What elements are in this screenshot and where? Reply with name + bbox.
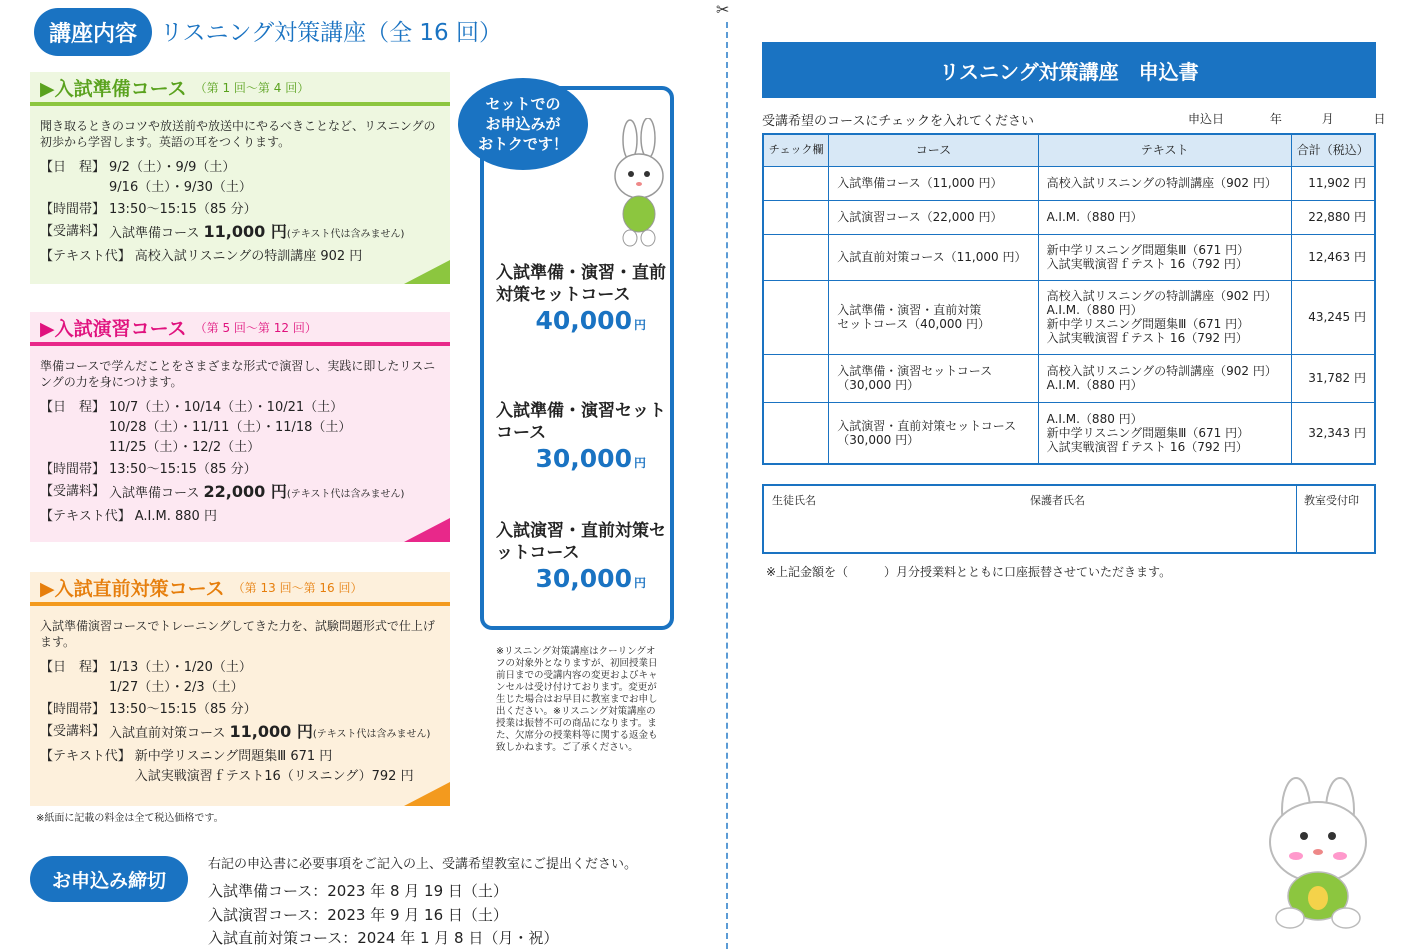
total-cell: 22,880 円 <box>1291 200 1375 234</box>
set-item <box>496 400 666 478</box>
table-header-row <box>763 134 1375 166</box>
application-date <box>1184 110 1386 127</box>
text-label: 【テキスト代】 <box>40 509 131 524</box>
fee-amount: 11,000 円 <box>229 722 313 741</box>
set-item <box>496 520 666 598</box>
table-row <box>763 354 1375 402</box>
price-unit: 円 <box>633 456 646 470</box>
fee-amount: 11,000 円 <box>203 222 287 241</box>
receipt-stamp-label: 教室受付印 <box>1304 494 1359 507</box>
schedule-label: 【日 程】 <box>40 400 106 415</box>
check-cell[interactable] <box>763 200 829 234</box>
schedule-line: 11/25（土）・12/2（土） <box>109 440 261 455</box>
rabbit-mascot-icon <box>1256 770 1380 930</box>
course-description: 準備コースで学んだことをさまざまな形式で演習し、実践に即したリスニングの力を身につけます。 <box>40 359 436 389</box>
schedule-label: 【日 程】 <box>40 160 106 175</box>
table-row <box>763 402 1375 464</box>
course-cell: 入試演習コース（22,000 円） <box>829 200 1038 234</box>
course-box-practice <box>30 312 450 542</box>
price-unit: 円 <box>633 318 646 332</box>
check-cell[interactable] <box>763 354 829 402</box>
text-cell: A.I.M.（880 円） 新中学リスニング問題集Ⅲ（671 円） 入試実戦演習ｆテスト 16（792 円） <box>1038 402 1291 464</box>
column-header: チェック欄 <box>763 134 829 166</box>
course-header <box>30 72 450 106</box>
column-header: コース <box>829 134 1038 166</box>
course-sessions: （第 1 回〜第 4 回） <box>194 80 310 95</box>
fee-note: (テキスト代は含みません) <box>286 489 405 500</box>
schedule-line: 10/28（土）・11/11（土）・11/18（土） <box>109 420 352 435</box>
bubble-line: セットでの <box>485 95 561 113</box>
time-value: 13:50〜15:15（85 分） <box>109 702 257 717</box>
time-value: 13:50〜15:15（85 分） <box>109 462 257 477</box>
fee-course: 入試直前対策コース <box>109 726 226 741</box>
signature-box <box>762 484 1376 554</box>
rabbit-mascot-icon <box>608 118 670 248</box>
fee-label: 【受講料】 <box>40 224 106 239</box>
date-day: 日 <box>1373 112 1386 126</box>
course-title: ▶入試演習コース <box>40 317 187 340</box>
fee-note: (テキスト代は含みません) <box>312 729 431 740</box>
section-badge: 講座内容 <box>34 8 152 56</box>
deadline-badge: お申込み締切 <box>30 856 188 902</box>
deadline-intro: 右記の申込書に必要事項をご記入の上、受講希望教室にご提出ください。 <box>208 857 638 872</box>
text-item: 入試実戦演習ｆテスト16（リスニング）792 円 <box>134 769 414 784</box>
scissors-icon: ✂ <box>716 0 730 19</box>
set-note: ※リスニング対策講座はクーリングオフの対象外となりますが、初回授業日前日までの受講内容の変更およびキャンセルは受け付けております。変更が生じた場合はお早目に教室までお申し出ください。※リスニング対策講座の授業は振替不可の商品になります。また、欠席分の授業料等に関する返金も致しかねます。ご了承ください。 <box>496 646 658 753</box>
tax-note: ※紙面に記載の料金は全て税込価格です。 <box>36 813 224 824</box>
course-description: 入試準備演習コースでトレーニングしてきた力を、試験問題形式で仕上げます。 <box>40 619 435 649</box>
set-name: 入試準備・演習・直前対策セットコース <box>496 263 666 305</box>
table-row <box>763 234 1375 280</box>
set-name: 入試演習・直前対策セットコース <box>496 521 666 563</box>
schedule-line: 9/2（土）・9/9（土） <box>109 160 236 175</box>
text-cell: 高校入試リスニングの特訓講座（902 円） A.I.M.（880 円） 新中学リスニング問題集Ⅲ（671 円） 入試実戦演習ｆテスト 16（792 円） <box>1038 280 1291 354</box>
total-cell: 31,782 円 <box>1291 354 1375 402</box>
set-name: 入試準備・演習セットコース <box>496 401 666 443</box>
schedule-line: 10/7（土）・10/14（土）・10/21（土） <box>109 400 344 415</box>
time-value: 13:50〜15:15（85 分） <box>109 202 257 217</box>
table-row <box>763 280 1375 354</box>
course-sessions: （第 5 回〜第 12 回） <box>194 320 317 335</box>
set-item <box>496 262 666 340</box>
set-price: 30,000 <box>535 564 632 593</box>
text-cell: 新中学リスニング問題集Ⅲ（671 円） 入試実戦演習ｆテスト 16（792 円） <box>1038 234 1291 280</box>
form-instruction: 受講希望のコースにチェックを入れてください <box>762 114 1034 129</box>
check-cell[interactable] <box>763 402 829 464</box>
course-box-final <box>30 572 450 806</box>
text-item: A.I.M. 880 円 <box>134 509 217 524</box>
text-item: 高校入試リスニングの特訓講座 902 円 <box>134 249 363 264</box>
schedule-line: 1/13（土）・1/20（土） <box>109 660 252 675</box>
time-label: 【時間帯】 <box>40 702 106 717</box>
divider <box>1296 486 1297 552</box>
course-title: ▶入試直前対策コース <box>40 577 225 600</box>
course-sessions: （第 13 回〜第 16 回） <box>232 580 363 595</box>
check-cell[interactable] <box>763 234 829 280</box>
course-box-preparation <box>30 72 450 284</box>
text-cell: 高校入試リスニングの特訓講座（902 円） <box>1038 166 1291 200</box>
course-cell: 入試直前対策コース（11,000 円） <box>829 234 1038 280</box>
course-cell: 入試演習・直前対策セットコース （30,000 円） <box>829 402 1038 464</box>
table-row <box>763 200 1375 234</box>
text-label: 【テキスト代】 <box>40 749 131 764</box>
student-name-label: 生徒氏名 <box>772 494 816 507</box>
page-title: リスニング対策講座（全 16 回） <box>160 20 502 46</box>
text-cell: A.I.M.（880 円） <box>1038 200 1291 234</box>
cut-line <box>726 22 728 949</box>
deadline-line: 入試演習コース：2023 年 9 月 16 日（土） <box>208 906 508 924</box>
fee-note: (テキスト代は含みません) <box>286 229 405 240</box>
fee-course: 入試準備コース <box>109 226 200 241</box>
set-price: 30,000 <box>535 444 632 473</box>
speech-bubble <box>458 78 588 170</box>
course-description: 聞き取るときのコツや放送前や放送中にやるべきことなど、リスニングの初歩から学習します。英語の耳をつくります。 <box>40 119 436 149</box>
table-row <box>763 166 1375 200</box>
column-header: テキスト <box>1038 134 1291 166</box>
schedule-label: 【日 程】 <box>40 660 106 675</box>
deadline-line: 入試準備コース：2023 年 8 月 19 日（土） <box>208 882 508 900</box>
text-label: 【テキスト代】 <box>40 249 131 264</box>
fee-label: 【受講料】 <box>40 724 106 739</box>
text-cell: 高校入試リスニングの特訓講座（902 円） A.I.M.（880 円） <box>1038 354 1291 402</box>
check-cell[interactable] <box>763 280 829 354</box>
course-cell: 入試準備コース（11,000 円） <box>829 166 1038 200</box>
transfer-note: ※上記金額を（ ）月分授業料とともに口座振替させていただきます。 <box>766 565 1172 579</box>
date-year: 年 <box>1269 112 1282 126</box>
course-header <box>30 312 450 346</box>
set-price: 40,000 <box>535 306 632 335</box>
course-selection-table <box>762 133 1376 465</box>
bubble-line: おトクです！ <box>478 135 568 153</box>
course-header <box>30 572 450 606</box>
schedule-line: 1/27（土）・2/3（土） <box>109 680 244 695</box>
course-cell: 入試準備・演習・直前対策 セットコース（40,000 円） <box>829 280 1038 354</box>
guardian-name-label: 保護者氏名 <box>1030 494 1085 507</box>
price-unit: 円 <box>633 576 646 590</box>
course-title: ▶入試準備コース <box>40 77 187 100</box>
schedule-line: 9/16（土）・9/30（土） <box>109 180 252 195</box>
total-cell: 12,463 円 <box>1291 234 1375 280</box>
course-cell: 入試準備・演習セットコース （30,000 円） <box>829 354 1038 402</box>
fee-label: 【受講料】 <box>40 484 106 499</box>
bubble-line: お申込みが <box>485 115 561 133</box>
deadline-line: 入試直前対策コース：2024 年 1 月 8 日（月・祝） <box>208 929 559 947</box>
text-item: 新中学リスニング問題集Ⅲ 671 円 <box>134 749 333 764</box>
form-title: リスニング対策講座 申込書 <box>762 42 1376 98</box>
time-label: 【時間帯】 <box>40 202 106 217</box>
column-header: 合計（税込） <box>1291 134 1375 166</box>
date-month: 月 <box>1321 112 1334 126</box>
fee-amount: 22,000 円 <box>203 482 287 501</box>
time-label: 【時間帯】 <box>40 462 106 477</box>
total-cell: 11,902 円 <box>1291 166 1375 200</box>
total-cell: 43,245 円 <box>1291 280 1375 354</box>
date-label: 申込日 <box>1188 112 1225 126</box>
check-cell[interactable] <box>763 166 829 200</box>
fee-course: 入試準備コース <box>109 486 200 501</box>
total-cell: 32,343 円 <box>1291 402 1375 464</box>
